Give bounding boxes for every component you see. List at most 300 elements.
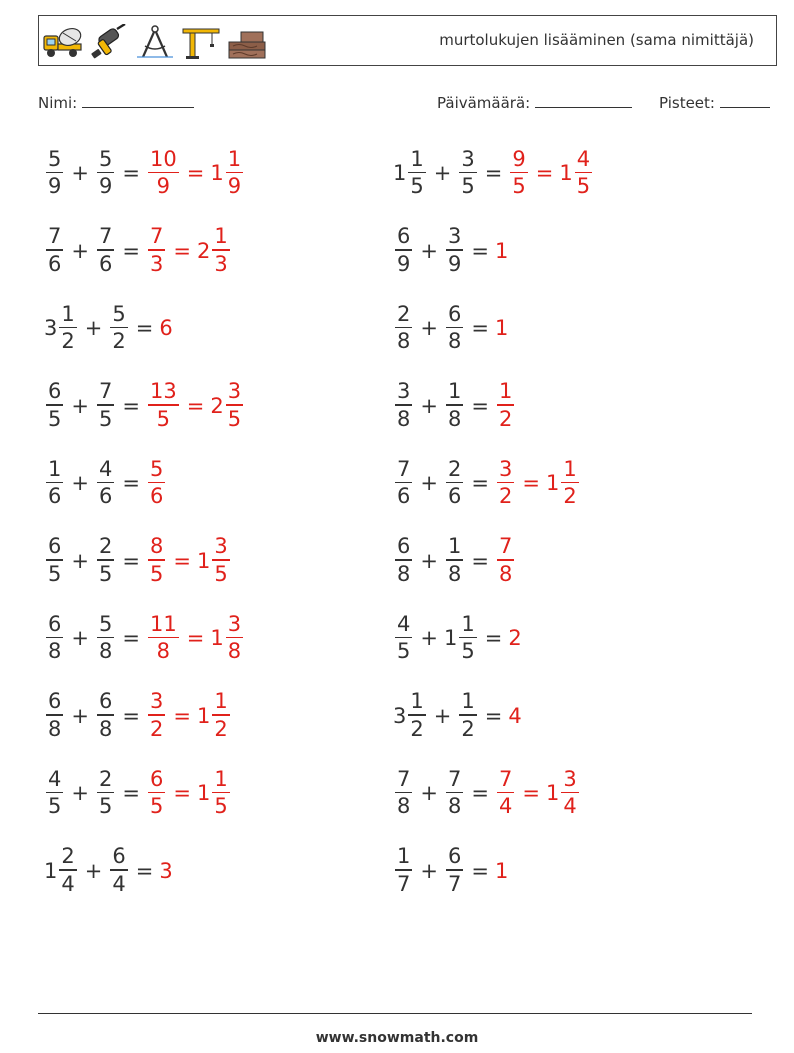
- score-blank[interactable]: [720, 93, 770, 108]
- fraction: [395, 536, 412, 585]
- answer-equals-sign: =: [522, 781, 540, 805]
- answer-fraction: [495, 456, 516, 509]
- equals-sign: =: [471, 471, 489, 495]
- whole-number: 1: [210, 626, 224, 650]
- numerator: 7: [498, 534, 513, 559]
- whole-number: 1: [393, 161, 407, 185]
- fraction: [395, 766, 412, 819]
- addend-2: [95, 766, 116, 819]
- whole-number: 1: [494, 238, 509, 263]
- numerator: 1: [447, 379, 462, 404]
- answer-fraction: [146, 536, 167, 585]
- problem-item: [44, 531, 232, 591]
- denominator: 8: [98, 716, 113, 741]
- fraction: [395, 611, 412, 664]
- fraction: [212, 226, 229, 275]
- denominator: 2: [563, 484, 577, 509]
- answer: [508, 146, 594, 199]
- whole-number: 4: [508, 703, 522, 728]
- answer: [495, 536, 516, 585]
- numerator: 1: [410, 146, 424, 171]
- numerator: 2: [98, 534, 113, 559]
- addend-2: [444, 536, 465, 585]
- plus-sign: +: [420, 238, 438, 263]
- problem-item: [393, 841, 508, 901]
- answer: [146, 456, 167, 509]
- numerator: 1: [410, 689, 424, 714]
- cement-mixer-truck-icon: [43, 24, 83, 60]
- answer-equals-sign: =: [173, 703, 191, 728]
- denominator: 4: [61, 871, 75, 896]
- denominator: 5: [227, 406, 242, 431]
- denominator: 8: [447, 329, 462, 354]
- plus-sign: +: [71, 161, 89, 185]
- numerator: 6: [48, 689, 62, 714]
- plus-sign: +: [433, 161, 452, 185]
- equals-sign: =: [484, 703, 503, 728]
- fraction: [46, 536, 63, 585]
- fraction: [446, 536, 463, 585]
- answer: [146, 691, 232, 740]
- numerator: 7: [397, 456, 411, 481]
- problem-item: [393, 453, 581, 513]
- denominator: 4: [498, 794, 513, 819]
- numerator: 7: [498, 766, 513, 791]
- addend-1: [44, 611, 65, 664]
- problem-item: [393, 221, 508, 281]
- answer-fraction: [495, 381, 516, 430]
- whole-number: 3: [44, 316, 58, 340]
- answer-mixed-number: [197, 691, 232, 740]
- fraction: [46, 691, 63, 740]
- whole-number: 1: [494, 858, 509, 883]
- problem-item: [393, 531, 516, 591]
- drafting-compass-icon: [135, 24, 175, 60]
- denominator: 8: [397, 561, 411, 586]
- fraction: [459, 146, 476, 199]
- addend-2: [443, 611, 479, 664]
- numerator: 3: [397, 379, 411, 404]
- numerator: 6: [112, 844, 126, 869]
- addend-2: [108, 846, 129, 895]
- answer-equals-sign: =: [173, 238, 191, 263]
- equals-sign: =: [135, 858, 154, 883]
- denominator: 2: [498, 406, 513, 431]
- numerator: 8: [149, 534, 164, 559]
- problem-item: [393, 686, 522, 746]
- numerator: 5: [98, 146, 113, 171]
- plus-sign: +: [420, 626, 438, 650]
- answer: [159, 316, 172, 340]
- denominator: 5: [48, 406, 62, 431]
- answer-fraction: [495, 859, 508, 883]
- answer-mixed-number: [545, 456, 581, 509]
- numerator: 5: [98, 611, 113, 636]
- fraction: [148, 766, 165, 819]
- answer-fraction: [495, 766, 516, 819]
- denominator: 6: [98, 484, 113, 509]
- equals-sign: =: [122, 471, 140, 495]
- fraction: [97, 146, 114, 199]
- fraction: [446, 226, 463, 275]
- score-field: [659, 93, 770, 112]
- footer-divider: [38, 1013, 752, 1014]
- plus-sign: +: [71, 703, 89, 728]
- answer-equals-sign: =: [186, 161, 205, 185]
- addend-2: [95, 456, 116, 509]
- denominator: 5: [48, 561, 62, 586]
- name-blank[interactable]: [82, 93, 194, 108]
- denominator: 2: [112, 329, 126, 354]
- plus-sign: +: [420, 316, 438, 340]
- problem-item: [44, 686, 232, 746]
- answer: [495, 456, 581, 509]
- denominator: 8: [48, 716, 62, 741]
- numerator: 3: [214, 534, 228, 559]
- numerator: 4: [397, 611, 411, 636]
- denominator: 5: [576, 174, 591, 199]
- numerator: 1: [498, 379, 513, 404]
- addend-1: [393, 381, 414, 430]
- addend-2: [444, 846, 465, 895]
- numerator: 1: [214, 224, 228, 249]
- name-label: Nimi:: [38, 94, 78, 112]
- answer-fraction: [146, 611, 181, 664]
- answer: [495, 766, 581, 819]
- denominator: 5: [98, 406, 113, 431]
- addend-1: [44, 226, 65, 275]
- answer: [495, 316, 508, 340]
- answer-equals-sign: =: [522, 471, 540, 495]
- answer-mixed-number: [210, 146, 245, 199]
- equals-sign: =: [471, 316, 489, 340]
- denominator: 2: [61, 329, 75, 354]
- date-label: Päivämäärä:: [437, 94, 531, 112]
- numerator: 1: [447, 534, 462, 559]
- addend-2: [444, 766, 465, 819]
- denominator: 3: [149, 251, 164, 276]
- addend-2: [108, 301, 129, 354]
- denominator: 9: [397, 251, 411, 276]
- numerator: 6: [447, 301, 462, 326]
- addend-1: [44, 456, 65, 509]
- numerator: 6: [149, 766, 164, 791]
- equals-sign: =: [122, 393, 140, 418]
- denominator: 5: [410, 174, 424, 199]
- numerator: 2: [447, 456, 462, 481]
- addend-1: [393, 226, 414, 275]
- plus-sign: +: [71, 238, 89, 263]
- denominator: 8: [397, 794, 411, 819]
- numerator: 4: [98, 456, 113, 481]
- date-field: [437, 93, 632, 112]
- fraction: [212, 536, 229, 585]
- fraction: [148, 381, 179, 430]
- answer-equals-sign: =: [186, 393, 205, 418]
- denominator: 5: [149, 561, 164, 586]
- plus-sign: +: [420, 393, 438, 418]
- fraction: [148, 691, 165, 740]
- fraction: [395, 301, 412, 354]
- numerator: 6: [397, 224, 411, 249]
- fraction: [510, 146, 527, 199]
- fraction: [46, 381, 63, 430]
- fraction: [97, 226, 114, 275]
- answer: [146, 611, 245, 664]
- fraction: [561, 766, 578, 819]
- answer-fraction: [495, 536, 516, 585]
- plus-sign: +: [71, 393, 89, 418]
- denominator: 5: [461, 174, 475, 199]
- numerator: 4: [576, 146, 591, 171]
- equals-sign: =: [484, 161, 503, 185]
- answer-mixed-number: [196, 766, 232, 819]
- fraction: [446, 846, 463, 895]
- fraction: [212, 766, 229, 819]
- plus-sign: +: [433, 703, 452, 728]
- denominator: 6: [149, 484, 164, 509]
- fraction: [561, 456, 578, 509]
- fraction: [97, 456, 114, 509]
- fraction: [97, 536, 114, 585]
- answer-equals-sign: =: [186, 626, 205, 650]
- equals-sign: =: [122, 703, 140, 728]
- equals-sign: =: [122, 781, 140, 805]
- fraction: [97, 766, 114, 819]
- equals-sign: =: [471, 238, 489, 263]
- equals-sign: =: [135, 316, 154, 340]
- whole-number: 1: [44, 858, 58, 883]
- equals-sign: =: [471, 781, 489, 805]
- fraction: [59, 846, 76, 895]
- answer-mixed-number: [559, 146, 594, 199]
- fraction: [446, 456, 463, 509]
- numerator: 10: [149, 146, 177, 171]
- fraction: [226, 381, 243, 430]
- equals-sign: =: [471, 858, 489, 883]
- problem-item: [44, 376, 245, 436]
- numerator: 2: [397, 301, 411, 326]
- numerator: 1: [214, 689, 228, 714]
- denominator: 2: [410, 716, 424, 741]
- fraction: [395, 381, 412, 430]
- numerator: 3: [447, 224, 462, 249]
- fraction: [148, 536, 165, 585]
- answer-fraction: [146, 766, 167, 819]
- problem-item: [393, 608, 522, 668]
- denominator: 8: [48, 639, 62, 664]
- denominator: 6: [397, 484, 411, 509]
- problem-item: [44, 221, 232, 281]
- fraction: [226, 611, 243, 664]
- addend-1: [44, 536, 65, 585]
- addend-1: [393, 456, 414, 509]
- denominator: 9: [156, 174, 171, 199]
- addend-2: [95, 146, 116, 199]
- denominator: 8: [447, 794, 462, 819]
- wood-planks-icon: [227, 24, 267, 60]
- whole-number: 1: [494, 316, 509, 340]
- worksheet-header: [38, 15, 777, 66]
- addend-1: [44, 846, 79, 895]
- plus-sign: +: [71, 471, 89, 495]
- addend-1: [44, 766, 65, 819]
- worksheet-title: murtolukujen lisääminen (sama nimittäjä): [439, 31, 754, 49]
- answer: [146, 146, 245, 199]
- denominator: 9: [98, 174, 113, 199]
- problem-item: [44, 763, 232, 823]
- denominator: 5: [149, 794, 164, 819]
- addend-2: [95, 381, 116, 430]
- header-icons: [43, 24, 267, 60]
- numerator: 7: [98, 224, 113, 249]
- addend-1: [44, 381, 65, 430]
- denominator: 2: [149, 716, 164, 741]
- footer-website: www.snowmath.com: [315, 1030, 479, 1046]
- numerator: 3: [498, 456, 513, 481]
- answer-fraction: [146, 381, 181, 430]
- denominator: 6: [98, 251, 113, 276]
- whole-number: 2: [210, 393, 224, 418]
- problem-item: [393, 143, 594, 203]
- whole-number: 1: [443, 626, 458, 650]
- whole-number: 1: [196, 703, 211, 728]
- addend-1: [393, 766, 414, 819]
- whole-number: 3: [159, 858, 173, 883]
- fraction: [226, 146, 243, 199]
- denominator: 5: [397, 639, 411, 664]
- answer: [495, 381, 516, 430]
- denominator: 9: [48, 174, 62, 199]
- plus-sign: +: [71, 781, 89, 805]
- numerator: 6: [48, 611, 62, 636]
- fraction: [110, 846, 127, 895]
- plus-sign: +: [420, 471, 438, 495]
- answer-mixed-number: [545, 766, 581, 819]
- fraction: [97, 381, 114, 430]
- equals-sign: =: [122, 548, 140, 573]
- whole-number: 1: [545, 471, 560, 495]
- numerator: 6: [447, 844, 462, 869]
- numerator: 9: [512, 146, 526, 171]
- answer: [146, 766, 232, 819]
- answer: [495, 859, 508, 883]
- equals-sign: =: [484, 626, 503, 650]
- numerator: 5: [48, 146, 62, 171]
- fraction: [497, 766, 514, 819]
- numerator: 3: [149, 689, 164, 714]
- addend-1: [44, 146, 65, 199]
- addend-2: [95, 691, 116, 740]
- numerator: 2: [61, 844, 75, 869]
- answer-fraction: [508, 626, 521, 650]
- score-label: Pisteet:: [659, 94, 715, 112]
- answer-fraction: [146, 456, 167, 509]
- answer-mixed-number: [210, 381, 245, 430]
- numerator: 3: [227, 379, 242, 404]
- addend-1: [393, 536, 414, 585]
- answer: [146, 536, 232, 585]
- denominator: 2: [214, 716, 228, 741]
- denominator: 2: [461, 716, 475, 741]
- answer-fraction: [495, 316, 508, 340]
- fraction: [59, 301, 76, 354]
- numerator: 3: [461, 146, 475, 171]
- whole-number: 2: [508, 626, 522, 650]
- fraction: [459, 691, 476, 740]
- denominator: 4: [563, 794, 577, 819]
- denominator: 6: [447, 484, 462, 509]
- denominator: 8: [447, 406, 462, 431]
- equals-sign: =: [471, 548, 489, 573]
- denominator: 5: [461, 639, 475, 664]
- denominator: 5: [214, 561, 228, 586]
- addend-1: [44, 691, 65, 740]
- fraction: [97, 611, 114, 664]
- denominator: 9: [447, 251, 462, 276]
- problem-item: [393, 298, 508, 358]
- answer: [495, 239, 508, 263]
- whole-number: 1: [196, 548, 211, 573]
- numerator: 5: [149, 456, 164, 481]
- whole-number: 1: [210, 161, 224, 185]
- fraction: [446, 301, 463, 354]
- problem-item: [44, 608, 245, 668]
- numerator: 1: [214, 766, 228, 791]
- answer-fraction: [146, 226, 167, 275]
- denominator: 5: [214, 794, 228, 819]
- answer-mixed-number: [197, 226, 232, 275]
- denominator: 5: [98, 561, 113, 586]
- addend-2: [444, 301, 465, 354]
- denominator: 6: [48, 251, 62, 276]
- plus-sign: +: [420, 858, 438, 883]
- denominator: 3: [214, 251, 228, 276]
- answer-equals-sign: =: [535, 161, 554, 185]
- answer-fraction: [508, 704, 521, 728]
- numerator: 1: [563, 456, 577, 481]
- fraction: [148, 146, 179, 199]
- numerator: 7: [149, 224, 164, 249]
- plus-sign: +: [420, 781, 438, 805]
- fraction: [575, 146, 592, 199]
- fraction: [395, 846, 412, 895]
- whole-number: 6: [159, 316, 173, 340]
- numerator: 7: [397, 766, 411, 791]
- fraction: [395, 226, 412, 275]
- denominator: 8: [227, 639, 242, 664]
- problem-item: [44, 453, 167, 513]
- fraction: [446, 766, 463, 819]
- denominator: 8: [447, 561, 462, 586]
- fraction: [395, 456, 412, 509]
- date-blank[interactable]: [535, 93, 632, 108]
- fraction: [148, 611, 179, 664]
- plus-sign: +: [71, 626, 89, 650]
- answer-fraction: [508, 146, 529, 199]
- denominator: 8: [156, 639, 171, 664]
- whole-number: 1: [196, 781, 211, 805]
- fraction: [46, 611, 63, 664]
- numerator: 1: [48, 456, 62, 481]
- power-drill-icon: [89, 24, 129, 60]
- addend-1: [393, 611, 414, 664]
- fraction: [497, 536, 514, 585]
- denominator: 7: [397, 871, 411, 896]
- addend-2: [457, 146, 478, 199]
- problem-item: [44, 143, 245, 203]
- plus-sign: +: [420, 548, 438, 573]
